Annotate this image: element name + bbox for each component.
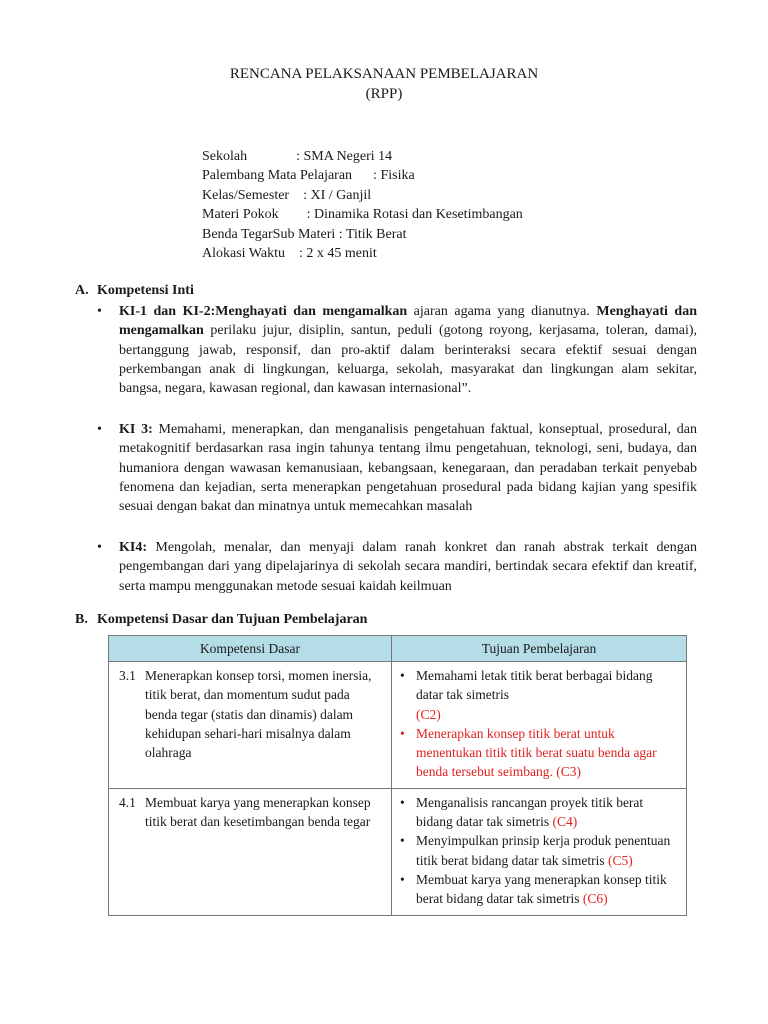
- list-item: [398, 870, 680, 909]
- ki-3-label: KI 3:: [119, 422, 153, 437]
- kd-tp-table: [108, 635, 687, 916]
- tp-cognitive-level: (C5): [607, 852, 633, 868]
- list-item: [398, 793, 680, 832]
- tp-text: Menerapkan konsep titik berat untuk menentukan titik titik berat suatu benda agar benda tersebut seimbang.: [416, 725, 657, 780]
- header-kompetensi-dasar: Kompetensi Dasar: [109, 636, 392, 662]
- bullet-icon: •: [97, 540, 102, 555]
- ki-4-text: [119, 538, 697, 596]
- kd-4-1: [115, 793, 385, 832]
- ki-3-item: [97, 420, 697, 516]
- bullet-icon: •: [97, 304, 102, 319]
- ki-1-2-body-2: perilaku jujur, disiplin, santun, peduli (gotong royong, kerjasama, toleran, damai), bertanggung jawab, responsif, dan pro-aktif dalam berinteraksi secara efektif sesuai dengan perkembangan anak di lingkungan, keluarga, sekolah, masyarakat dan lingkungan alam sekitar, bangsa, negara, kawasan regional, dan kawasan internasional”.: [119, 323, 697, 397]
- list-item: [398, 666, 680, 724]
- kd-number: 3.1: [119, 668, 136, 683]
- ki-4-item: [97, 538, 697, 596]
- kd-cell: [109, 788, 392, 915]
- tp-text: Memahami letak titik berat berbagai bidang datar tak simetris: [416, 668, 653, 703]
- document-title: RENCANA PELAKSANAAN PEMBELAJARAN: [229, 66, 539, 82]
- kd-cell: [109, 662, 392, 789]
- kd-number: 4.1: [119, 794, 136, 810]
- bullet-icon: •: [97, 422, 102, 437]
- kd-3-1: [115, 666, 385, 762]
- section-b-heading: [75, 612, 367, 628]
- ki-1-2-emphasis: Menghayati dan mengamalkan: [119, 304, 697, 339]
- bullet-icon: •: [400, 833, 405, 849]
- table-header-row: [109, 636, 687, 662]
- ki-1-2-item: [97, 302, 697, 398]
- kd-text: Membuat karya yang menerapkan konsep titik berat dan kesetimbangan benda tegar: [145, 794, 371, 830]
- section-a-title: Kompetensi Inti: [97, 283, 194, 298]
- tp-cell: [392, 788, 687, 915]
- list-item: [398, 831, 680, 870]
- section-b-label: B.: [75, 612, 88, 627]
- ki-4-body: Mengolah, menalar, dan menyaji dalam ranah konkret dan ranah abstrak terkait dengan pengembangan dari yang dipelajarinya di sekolah secara mandiri, bertindak secara efektif dan kreatif, serta mampu menggunakan metode sesuai kaidah keilmuan: [119, 540, 697, 594]
- tp-cognitive-level: (C3): [556, 764, 581, 780]
- tp-cognitive-level: (C4): [552, 814, 578, 830]
- kd-text: Menerapkan konsep torsi, momen inersia, titik berat, dan momentum sudut pada benda tegar (statis dan dinamis) dalam kehidupan sehari-hari misalnya dalam olahraga: [145, 668, 372, 761]
- tp-text: Menganalisis rancangan proyek titik berat bidang datar tak simetris: [416, 794, 644, 830]
- list-item: [398, 724, 680, 782]
- info-kelas-semester: Kelas/Semester : XI / Ganjil: [202, 187, 372, 203]
- bullet-icon: •: [400, 794, 405, 810]
- section-a-label: A.: [75, 283, 89, 298]
- table-row: [109, 788, 687, 915]
- info-alokasi-waktu: Alokasi Waktu : 2 x 45 menit: [202, 246, 377, 262]
- tp-cognitive-level: (C6): [582, 891, 608, 907]
- ki-1-2-body-1: ajaran agama yang dianutnya.: [407, 304, 597, 319]
- section-a-heading: [75, 283, 194, 299]
- tp-list: [398, 793, 680, 909]
- info-mata-pelajaran: Palembang Mata Pelajaran : Fisika: [202, 168, 415, 184]
- tp-text: Menyimpulkan prinsip kerja produk penentuan titik berat bidang datar tak simetris: [416, 833, 671, 868]
- ki-4-label: KI4:: [119, 540, 147, 555]
- bullet-icon: •: [400, 668, 405, 683]
- info-sub-materi: Benda TegarSub Materi : Titik Berat: [202, 226, 407, 242]
- info-materi-pokok: Materi Pokok : Dinamika Rotasi dan Kesetimbangan: [202, 207, 523, 223]
- tp-cell: [392, 662, 687, 789]
- identity-block: [202, 147, 523, 263]
- ki-3-body: Memahami, menerapkan, dan menganalisis pengetahuan faktual, konseptual, prosedural, dan metakognitif berdasarkan rasa ingin tahunya tentang ilmu pengetahuan, teknologi, seni, budaya, dan humaniora dengan wawasan kemanusiaan, kebangsaan, kenegaraan, dan peradaban terkait penyebab fenomena dan kejadian, serta menerapkan pengetahuan prosedural pada bidang kajian yang spesifik sesuai dengan bakat dan minatnya untuk memecahkan masalah: [119, 422, 697, 515]
- tp-cognitive-level: (C2): [416, 706, 441, 722]
- ki-1-2-text: [119, 302, 697, 398]
- document-subtitle: (RPP): [365, 86, 403, 102]
- header-tujuan-pembelajaran: Tujuan Pembelajaran: [392, 636, 687, 662]
- tp-list: [398, 666, 680, 782]
- table-row: [109, 662, 687, 789]
- bullet-icon: •: [400, 725, 405, 741]
- info-sekolah: Sekolah : SMA Negeri 14: [202, 149, 393, 164]
- ki-3-text: [119, 420, 697, 516]
- bullet-icon: •: [400, 871, 405, 887]
- ki-1-2-label: KI-1 dan KI-2:Menghayati dan mengamalkan: [119, 304, 408, 319]
- tp-text: Membuat karya yang menerapkan konsep titik berat bidang datar tak simetris: [416, 871, 667, 907]
- section-b-title: Kompetensi Dasar dan Tujuan Pembelajaran: [97, 612, 368, 627]
